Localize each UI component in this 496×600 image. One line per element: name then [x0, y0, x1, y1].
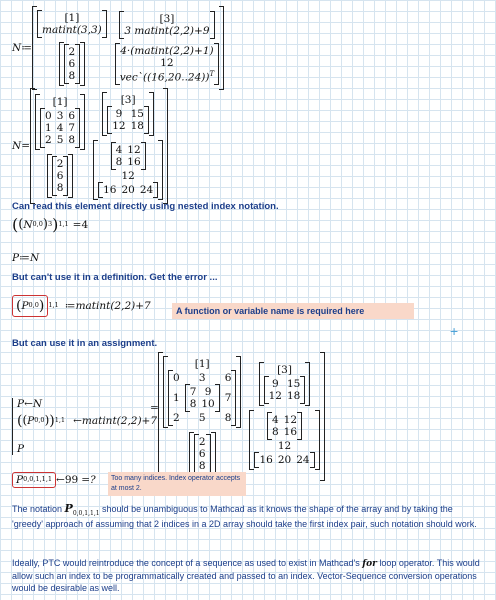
- p-rhs: N: [29, 252, 40, 264]
- matrix-cell: 6: [56, 170, 64, 183]
- matrix-cell: 8: [189, 398, 197, 411]
- bad-var: P: [21, 300, 29, 313]
- error-highlight-box[interactable]: [12, 295, 48, 317]
- matrix-cell: 8: [56, 182, 64, 195]
- matrix-cell: 16: [283, 426, 298, 439]
- matrix-cell: 4: [56, 122, 64, 135]
- cell: 0: [173, 372, 180, 385]
- matrix-cell: 12: [268, 390, 282, 403]
- equals-sign: =: [150, 402, 159, 414]
- local-assign-arrow: ←: [24, 398, 33, 410]
- cell-one: [1]: [64, 12, 80, 24]
- multi-index-assignment[interactable]: [12, 472, 96, 488]
- matrix-cell: 12: [127, 144, 141, 157]
- r2-block-c: [249, 410, 319, 470]
- matrix-grid: [272, 414, 297, 438]
- matrix-cell: 15: [130, 108, 144, 121]
- matrix-cell: 16: [103, 184, 117, 197]
- nested-vector: [59, 42, 86, 86]
- cell: [3]: [277, 364, 292, 377]
- prog-rhs: N: [32, 398, 43, 410]
- matrix-cell: 8: [115, 156, 123, 169]
- matrix-cell: 18: [130, 120, 144, 133]
- matrix-cell: 20: [121, 184, 135, 197]
- cell-matint-33: matint(3,3): [42, 24, 102, 37]
- cell-vec: [120, 70, 214, 84]
- paren-close: ): [44, 413, 50, 428]
- r1-row-vector: [98, 182, 158, 198]
- program-block[interactable]: [12, 398, 157, 455]
- paren: (: [17, 413, 23, 430]
- r1-block-b: [102, 92, 154, 136]
- bad-rhs: matint(2,2)+7: [75, 300, 151, 313]
- result-lhs: N: [12, 140, 22, 153]
- note-cant[interactable]: But can't use it in a definition. Get the error ...: [12, 272, 218, 283]
- matrix-grid: [45, 110, 75, 146]
- result-p[interactable]: [158, 352, 325, 481]
- r2-vector: [194, 434, 211, 474]
- cell-expr-b: 4·(matint(2,2)+1): [120, 45, 214, 58]
- matrix-grid: [190, 386, 215, 410]
- matrix-cell: 24: [296, 454, 310, 467]
- vector-inner: [64, 44, 81, 84]
- matrix-cell: 24: [139, 184, 154, 197]
- matrix-grid: [269, 378, 301, 402]
- definition-n[interactable]: [12, 6, 224, 90]
- p-lhs: P: [12, 252, 20, 264]
- local-assign-arrow: ←: [56, 474, 65, 486]
- prog-rhs: matint(2,2)+7: [81, 415, 158, 428]
- r2-block-a: [163, 356, 241, 428]
- note-read[interactable]: Can read this element directly using nested index notation.: [12, 201, 279, 212]
- matrix-cell: 12: [112, 120, 126, 133]
- result1-outer-matrix: [30, 88, 168, 204]
- matrix-cell: 4: [271, 414, 279, 427]
- nested-matrix-b: [119, 11, 214, 39]
- result-n[interactable]: [12, 88, 168, 204]
- matrix-cell: 18: [287, 390, 301, 403]
- r1-block-a: [35, 94, 85, 150]
- for-keyword: for: [362, 559, 377, 569]
- matrix-cell: 9: [271, 378, 279, 391]
- prog-line-1: [17, 398, 157, 410]
- prog-line-3: [17, 443, 157, 455]
- paren: (: [16, 298, 22, 314]
- paragraph-notation[interactable]: [12, 502, 482, 530]
- vec-expr: vec`((16,20..24)): [119, 71, 210, 83]
- nested-var: N: [23, 219, 33, 232]
- error-message-name-required: A function or variable name is required here: [172, 303, 414, 319]
- crosshair-cursor-icon: +: [450, 323, 459, 339]
- matrix-cell: 16: [127, 156, 141, 169]
- matrix-cell: 20: [277, 454, 292, 467]
- r1-block-c: [93, 140, 163, 200]
- para1-pre: The notation: [12, 504, 65, 514]
- matrix-cell: 6: [198, 448, 206, 461]
- cell: 2: [173, 412, 180, 425]
- paren-close: ): [38, 298, 45, 314]
- error-message-too-many-indices: Too many indices. Index operator accepts at most 2.: [108, 472, 246, 496]
- r1-matrix-22b: [111, 142, 146, 170]
- r2-block-v: [189, 432, 216, 476]
- matrix-cell: 3: [56, 110, 64, 123]
- cell: 5: [198, 412, 206, 425]
- cell-three: [3]: [159, 13, 175, 26]
- nested-paren-inner-close: ): [42, 216, 48, 232]
- matrix-cell: 12: [283, 414, 298, 427]
- cell-expr-a: 3 matint(2,2)+9: [124, 25, 210, 38]
- multi-var: P: [16, 474, 24, 486]
- matrix-cell: 8: [68, 134, 76, 147]
- equals-sign: =: [81, 474, 91, 486]
- nested-value: 4: [81, 219, 89, 232]
- prog-sub1: 0,0: [34, 416, 45, 425]
- vector-col: [57, 158, 64, 194]
- nested-paren-outer: (: [12, 215, 19, 234]
- matrix-cell: 2: [198, 436, 206, 449]
- unknown-result: ?: [90, 474, 96, 486]
- nested-sub2: 3: [47, 220, 53, 229]
- matrix-cell: 15: [287, 378, 301, 391]
- cell: 6: [224, 372, 232, 385]
- para1-sub: 0,0,1,1,1: [72, 510, 100, 517]
- matrix-cell: 9: [115, 108, 123, 121]
- r2-matrix-33: [168, 370, 236, 426]
- result2-outer-matrix: [158, 352, 325, 481]
- assign-operator: ≔: [19, 252, 30, 264]
- para1-post: should be unambiguous to Mathcad as it knows the shape of the array and by taking the 'greedy' approach of assuming that 2 indices in a 2D array should take the first index pair, such notation should work.: [12, 504, 477, 530]
- r2-block-b: [259, 362, 311, 406]
- matrix-cell: 7: [189, 386, 197, 399]
- r1-block-v: [47, 154, 74, 198]
- nested-sub1: 0,0: [32, 220, 43, 229]
- cell: 1: [173, 392, 180, 405]
- bad-sub2: 1,1: [48, 301, 59, 310]
- matrix-cell: 8: [271, 426, 279, 439]
- r1-matrix-33: [40, 108, 80, 148]
- assign-operator: ≔: [64, 300, 76, 313]
- vector-col: [199, 436, 206, 472]
- matrix-cell: 8: [198, 460, 206, 473]
- para2-pre: Ideally, PTC would reintroduce the concept of a sequence as used to exist in Mathcad's: [12, 558, 363, 568]
- equals-sign: =: [72, 219, 82, 232]
- paren-close: ): [49, 413, 55, 430]
- multi-rhs: 99: [64, 474, 79, 486]
- row-grid: [259, 454, 309, 466]
- r2-matrix-22a: [264, 376, 306, 404]
- cell: 12: [121, 170, 135, 183]
- cell: 12: [277, 440, 292, 453]
- transpose-sign: T: [209, 69, 215, 78]
- prog-var: P: [17, 398, 25, 410]
- row-grid: [103, 184, 153, 196]
- cell: 7: [224, 392, 232, 405]
- matrix-grid: [116, 144, 141, 168]
- matrix-cell: 2: [45, 134, 52, 147]
- nested-matrix-a: [37, 10, 107, 38]
- bad-sub1: 0,0: [28, 301, 39, 310]
- error-highlight-box[interactable]: [12, 472, 56, 488]
- cell: 8: [224, 412, 232, 425]
- matrix-grid: [173, 372, 231, 424]
- cell: [3]: [120, 94, 136, 106]
- nested-sub3: 1,1: [58, 220, 69, 229]
- prog-line-2: [17, 413, 157, 429]
- cell: 3: [198, 372, 206, 385]
- matrix-cell: 6: [68, 110, 76, 123]
- r2-inner-matrix: [185, 384, 220, 412]
- nested-paren-outer-close: ): [52, 215, 59, 234]
- nested-matrix-c: [115, 43, 219, 85]
- prog-sub2: 1,1: [54, 416, 66, 425]
- paren: (: [22, 413, 28, 428]
- para2-post: loop operator. This would allow such an index to be programmatically created and passed to an index. Vector-Sequence conversion operations would be desirable as well.: [12, 558, 480, 594]
- nested-read-expr[interactable]: [12, 216, 88, 234]
- local-assign-arrow: ←: [73, 415, 82, 428]
- matrix-cell: 0: [45, 110, 52, 123]
- def-lhs: N: [12, 42, 22, 55]
- outer-matrix: [32, 6, 224, 90]
- def-assign-operator: ≔: [21, 42, 33, 55]
- note-can[interactable]: But can use it in an assignment.: [12, 338, 158, 349]
- equals-sign: =: [21, 140, 30, 153]
- definition-p[interactable]: [12, 252, 39, 264]
- matrix-cell: 10: [201, 398, 215, 411]
- cell: 8: [68, 70, 76, 83]
- matrix-cell: 16: [259, 454, 273, 467]
- bad-definition[interactable]: [12, 295, 151, 317]
- nested-paren-inner: (: [18, 216, 24, 232]
- matrix-cell: 7: [68, 122, 76, 135]
- prog-return: P: [17, 443, 25, 456]
- cell: 6: [68, 58, 76, 71]
- matrix-grid: [112, 108, 144, 132]
- r2-matrix-22b: [267, 412, 302, 440]
- matrix-cell: 1: [45, 122, 52, 135]
- multi-sub: 0,0,1,1,1: [23, 475, 53, 484]
- cell: [1]: [194, 358, 210, 370]
- matrix-cell: 5: [56, 134, 64, 147]
- matrix-cell: 2: [56, 158, 64, 171]
- r1-vector: [52, 156, 69, 196]
- matrix-cell: 4: [115, 144, 123, 157]
- r1-matrix-22a: [107, 106, 149, 134]
- prog-var: P: [27, 415, 35, 428]
- para1-var: P: [64, 502, 73, 515]
- cell: [1]: [52, 96, 68, 108]
- cell: 2: [68, 46, 76, 59]
- matrix-cell: 9: [204, 386, 212, 399]
- r2-row-vector: [254, 452, 314, 468]
- cell-twelve: 12: [160, 57, 174, 70]
- paragraph-sequence[interactable]: [12, 557, 482, 594]
